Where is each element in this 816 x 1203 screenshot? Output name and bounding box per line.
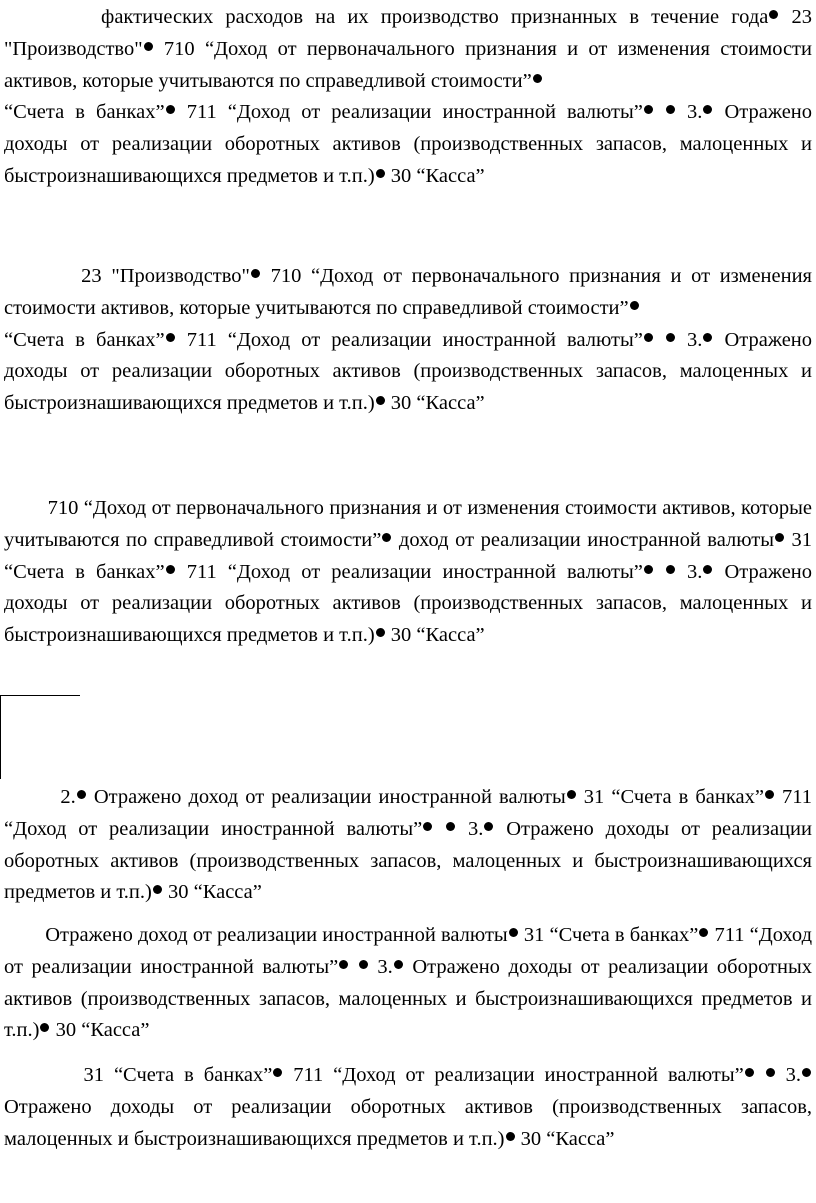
bullet-dot — [745, 1068, 754, 1077]
bullet-dot — [376, 628, 385, 637]
frame-border-top — [0, 695, 80, 696]
paragraph-2: 23 "Производство" 710 “Доход от первоначального признания и от изменения стоимости активов, которые учитываются по справедливой стоимости” “Счета в банках” 711 “Доход от реализации иностранной валюты” 3. Отражено доходы от реализации оборотных активов (производственных запасов, малоценных и быстроизнашивающихся предметов и т.п.) 30 “Касса” — [4, 265, 813, 415]
paragraph-1: фактических расходов на их производство признанных в течение года 23 "Производство" 710 “Доход от первоначального признания и от изменения стоимости активов, которые учитываются по справедливой стоимости” “Счета в банках” 711 “Доход от реализации иностранной валюты” 3. Отражено доходы от реализации оборотных активов (производственных запасов, малоценных и быстроизнашивающихся предметов и т.п.) 30 “Касса” — [4, 6, 813, 187]
paragraph-3: 710 “Доход от первоначального признания и от изменения стоимости активов, которые учитываются по справедливой стоимости” доход от реализации иностранной валюты 31 “Счета в банках” 711 “Доход от реализации иностранной валюты” 3. Отражено доходы от реализации оборотных активов (производственных запасов, малоценных и быстроизнашивающихся предметов и т.п.) 30 “Касса” — [4, 497, 813, 647]
bullet-dot — [775, 533, 784, 542]
bullet-dot — [769, 10, 778, 19]
bullet-dot — [703, 333, 712, 342]
bullet-dot — [644, 565, 653, 574]
bullet-dot — [77, 790, 86, 799]
bullet-dot — [703, 565, 712, 574]
bullet-dot — [166, 105, 175, 114]
bullet-dot — [376, 169, 385, 178]
bullet-dot — [533, 74, 542, 83]
bullet-dot — [359, 960, 368, 969]
bullet-dot — [506, 1132, 515, 1141]
bullet-dot — [446, 822, 455, 831]
bullet-dot — [166, 565, 175, 574]
bullet-dot — [666, 565, 675, 574]
bullet-dot — [666, 105, 675, 114]
bullet-dot — [166, 333, 175, 342]
bullet-dot — [630, 301, 639, 310]
paragraph-5: Отражено доход от реализации иностранной валюты 31 “Счета в банках” 711 “Доход от реализации иностранной валюты” 3. Отражено доходы от реализации оборотных активов (производственных запасов, малоценных и быстроизнашивающихся предметов и т.п.) 30 “Касса” — [4, 924, 813, 1042]
bullet-dot — [376, 396, 385, 405]
paragraph-4: 2. Отражено доход от реализации иностранной валюты 31 “Счета в банках” 711 “Доход от реализации иностранной валюты” 3. Отражено доходы от реализации оборотных активов (производственных запасов, малоценных и быстроизнашивающихся предметов и т.п.) 30 “Касса” — [4, 786, 812, 904]
paragraph-6: 31 “Счета в банках” 711 “Доход от реализации иностранной валюты” 3. Отражено доходы от реализации оборотных активов (производственных запасов, малоценных и быстроизнашивающихся предметов и т.п.) 30 “Касса” — [4, 1064, 812, 1150]
bullet-dot — [382, 533, 391, 542]
bullet-dot — [509, 928, 518, 937]
bullet-dot — [703, 105, 712, 114]
bullet-dot — [699, 928, 708, 937]
bullet-dot — [40, 1023, 49, 1032]
bullet-dot — [666, 333, 675, 342]
bullet-dot — [394, 960, 403, 969]
bullet-dot — [765, 790, 774, 799]
bullet-dot — [273, 1068, 282, 1077]
bullet-dot — [144, 42, 153, 51]
bullet-dot — [644, 333, 653, 342]
bullet-dot — [766, 1068, 775, 1077]
bullet-dot — [423, 822, 432, 831]
bullet-dot — [644, 105, 653, 114]
bullet-dot — [153, 885, 162, 894]
bullet-dot — [802, 1068, 811, 1077]
bullet-dot — [567, 790, 576, 799]
bullet-dot — [251, 269, 260, 278]
bullet-dot — [339, 960, 348, 969]
frame-border-left — [0, 695, 1, 779]
bullet-dot — [484, 822, 493, 831]
